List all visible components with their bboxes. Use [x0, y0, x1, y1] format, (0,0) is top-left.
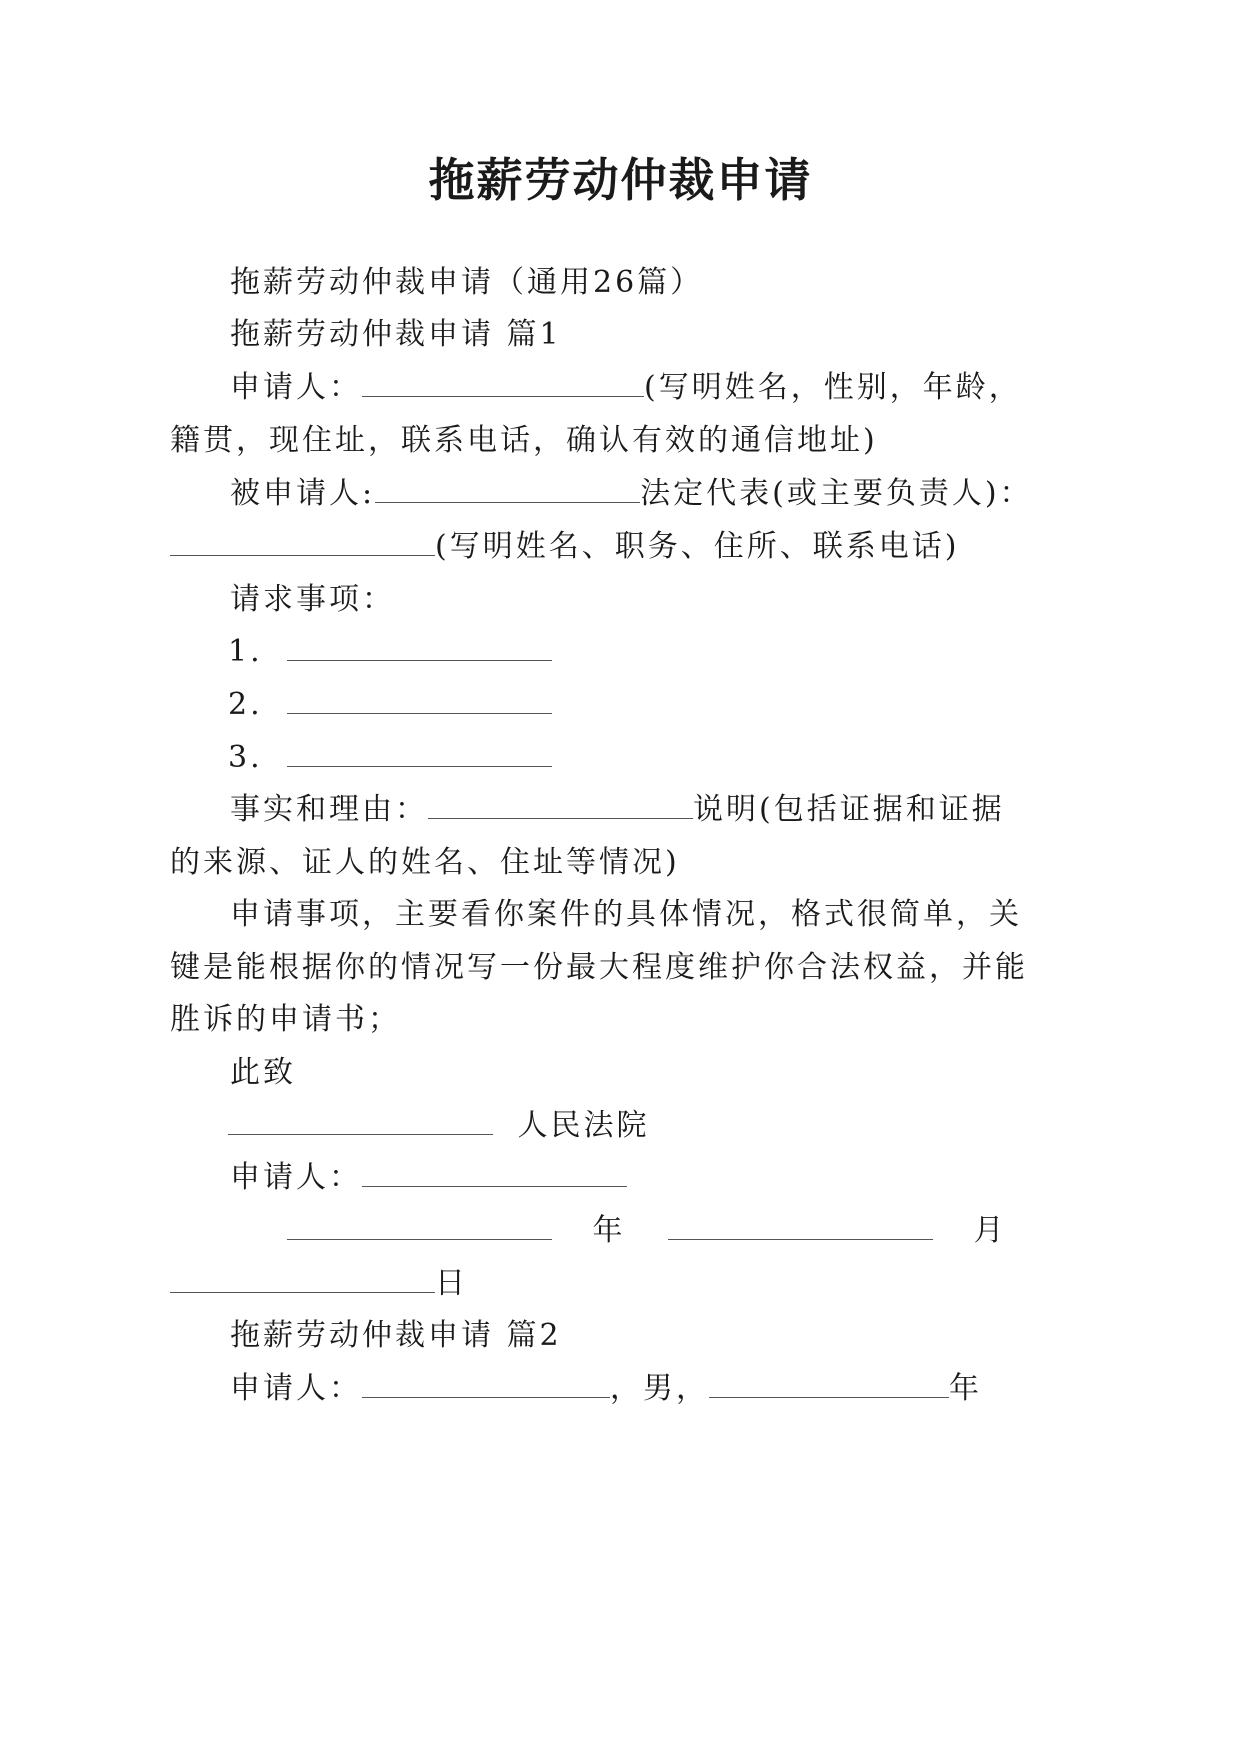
court-suffix: 人民法院	[517, 1108, 650, 1143]
requests-label: 请求事项：	[230, 582, 395, 617]
respondent-line	[230, 474, 1033, 514]
court-blank	[228, 1106, 493, 1135]
applicant-note: (写明姓名，性别，年龄，	[644, 370, 1022, 405]
facts-line	[230, 790, 1005, 830]
facts-blank	[428, 790, 693, 819]
document-title: 拖薪劳动仲裁申请	[428, 153, 813, 207]
respondent-note: (写明姓名、职务、住所、联系电话)	[435, 529, 960, 564]
respondent-rep-line	[170, 527, 959, 567]
day-blank	[170, 1264, 435, 1293]
respondent-label: 被申请人:	[230, 476, 376, 511]
month-label: 月	[973, 1213, 1007, 1248]
day-line	[170, 1264, 468, 1304]
month-blank	[668, 1211, 933, 1240]
request-number: 3.	[228, 740, 263, 775]
part2-applicant-label: 申请人：	[230, 1371, 362, 1406]
part1-heading: 拖薪劳动仲裁申请 篇1	[230, 317, 562, 352]
date-line	[287, 1211, 1007, 1251]
court-line	[228, 1106, 650, 1146]
request-item	[228, 685, 552, 725]
sign-applicant-label: 申请人：	[230, 1160, 362, 1195]
respondent-rep-blank	[170, 527, 435, 556]
request-number: 2.	[228, 687, 263, 722]
applicant-label: 申请人：	[230, 370, 362, 405]
subtitle: 拖薪劳动仲裁申请（通用26篇）	[230, 265, 704, 300]
part2-name-blank	[362, 1369, 610, 1398]
part2-heading: 拖薪劳动仲裁申请 篇2	[230, 1318, 562, 1353]
part2-applicant-line	[230, 1369, 982, 1409]
day-label: 日	[435, 1266, 468, 1301]
sign-applicant-blank	[362, 1158, 627, 1187]
applicant-blank	[362, 368, 644, 397]
part2-gender: ，男，	[610, 1371, 709, 1406]
request-blank	[287, 632, 552, 661]
applicant-note-continued: 籍贯，现住址，联系电话，确认有效的通信地址)	[170, 423, 878, 458]
sign-applicant-line	[230, 1158, 627, 1198]
part2-year: 年	[949, 1371, 982, 1406]
respondent-rep-label: 法定代表(或主要负责人)：	[640, 476, 1033, 511]
request-blank	[287, 685, 552, 714]
year-blank	[287, 1211, 552, 1240]
salutation: 此致	[230, 1055, 296, 1090]
advice-paragraph-line: 申请事项，主要看你案件的具体情况，格式很简单，关	[230, 897, 1022, 932]
facts-note: 说明(包括证据和证据	[693, 792, 1005, 827]
year-label: 年	[592, 1213, 626, 1248]
part2-birth-blank	[709, 1369, 949, 1398]
advice-paragraph-line: 胜诉的申请书；	[170, 1002, 401, 1037]
request-number: 1.	[228, 634, 263, 669]
facts-label: 事实和理由：	[230, 792, 428, 827]
respondent-blank	[375, 474, 640, 503]
applicant-line	[230, 368, 1022, 408]
advice-paragraph-line: 键是能根据你的情况写一份最大程度维护你合法权益，并能	[170, 950, 1028, 985]
request-blank	[287, 738, 552, 767]
request-item	[228, 632, 552, 672]
facts-note-continued: 的来源、证人的姓名、住址等情况)	[170, 845, 680, 880]
request-item	[228, 738, 552, 778]
